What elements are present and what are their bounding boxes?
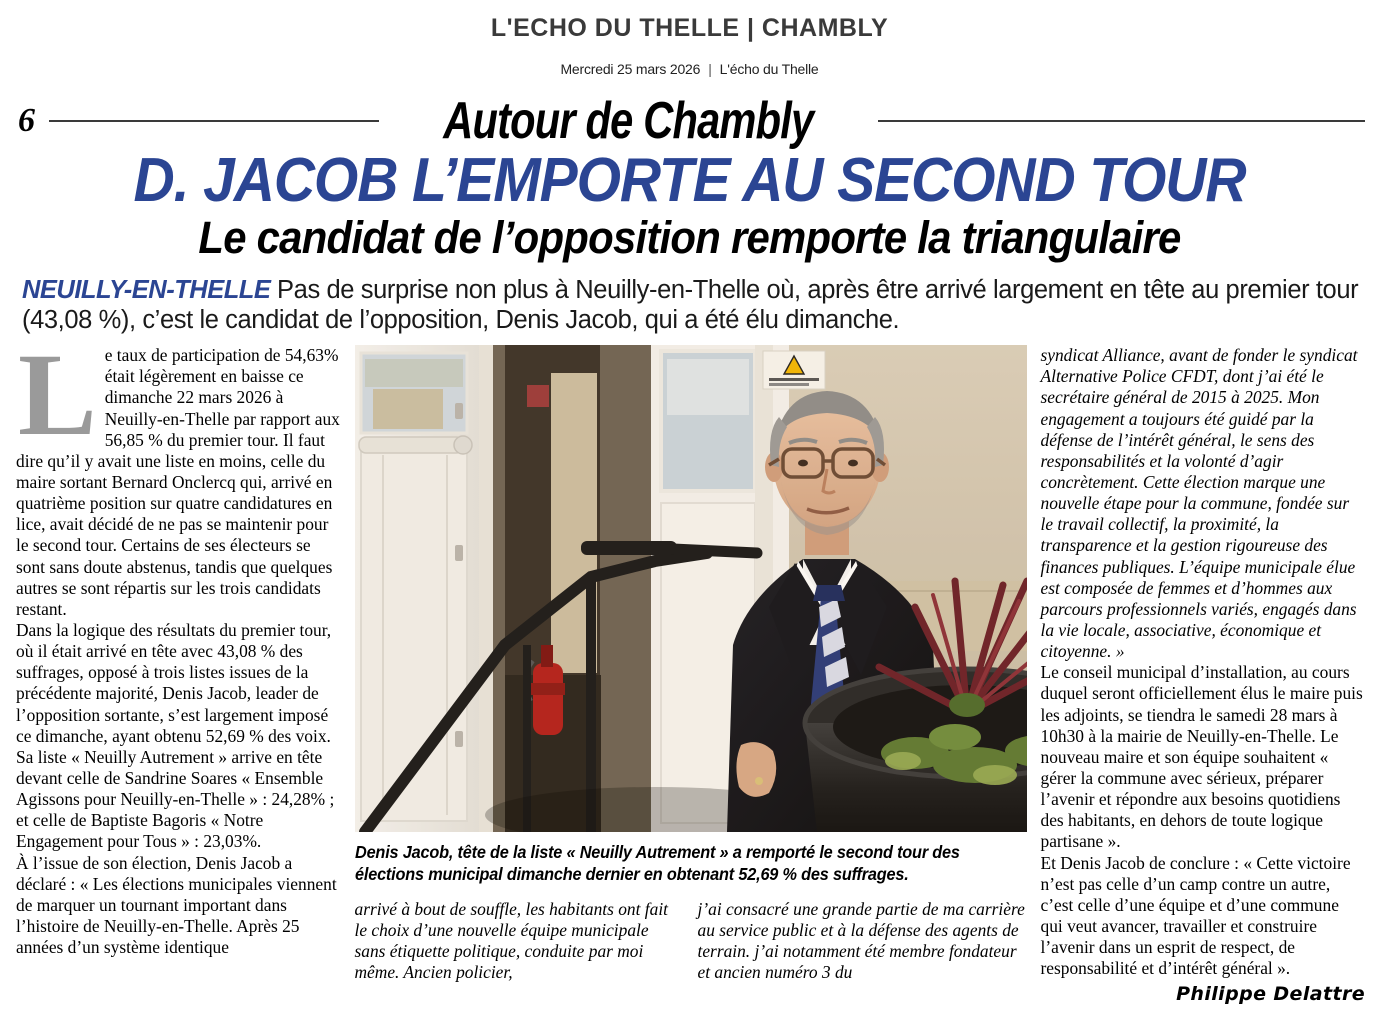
page-number: 6 [18,102,35,139]
column-center-left [355,899,684,984]
paragraph-lead: Et Denis Jacob de conclure : [1040,852,1244,873]
headline-block [0,146,1379,263]
article-photo [355,345,1027,832]
issue-date: Mercredi 25 mars 2026 [560,61,701,77]
center-columns [355,899,1027,984]
masthead-title: L'ECHO DU THELLE | CHAMBLY [490,14,889,42]
standfirst-text: Pas de surprise non plus à Neuilly-en-Thelle où, après être arrivé largement en tête au premier tour (43,08 %), c’est le candidat de l’opposition, Denis Jacob, qui a été élu dimanche. [22,276,1359,335]
section-rule-left [49,120,379,122]
paragraph: Dans la logique des résultats du premier tour, où il était arrivé en tête avec 43,08 % des suffrages, opposé à trois listes issues de la précédente majorité, Denis Jacob, leader de l’opposition sortante, s’est largement imposé ce dimanche, ayant obtenu 52,69 % des voix. Sa liste « Neuilly Autrement » arrive en tête devant celle de Sandrine Soares « Ensemble Agissons pour Neuilly-en-Thelle » : 24,28% ; et celle de Baptiste Bagoris « Notre Engagement pour Tous » : 23,03%. [16,619,335,852]
center-zone [355,345,1027,983]
paragraph [1041,853,1366,980]
quote-text: « Les élections municipales viennent de marquer un tournant important dans l’histoire de Neuilly-en-Thelle. Après 25 années d’un système identique [16,873,337,958]
masthead-subline [0,61,1379,77]
column-right [1041,345,1366,1006]
column-center-right [698,899,1027,984]
article-subhead: Le candidat de l’opposition remporte la triangulaire [198,211,1181,263]
dateline-location: NEUILLY-EN-THELLE [22,276,271,304]
paragraph-lead: À l’issue de son élection, Denis Jacob a déclaré : [16,852,293,894]
author-byline: Philippe Delattre [1176,983,1365,1006]
section-title: Autour de Chambly [443,92,814,150]
masthead-separator: | [708,61,712,77]
quote-text: « Cette victoire n’est pas celle d’un camp contre un autre, c’est celle d’une équipe et d’une commune qui veut avancer, travailler et construire l’avenir dans un esprit de respect, de responsabilité et d’intérêt général ». [1040,852,1351,979]
paragraph [16,853,341,959]
masthead [0,0,1379,77]
paragraph: syndicat Alliance, avant de fonder le syndicat Alternative Police CFDT, dont j’ai été le secrétaire général de 2015 à 2025. Mon engagement a toujours été guidé par la défense de l’intérêt général, le sens des responsabilités et la volonté d’agir concrètement. Cette élection marque une nouvelle étape pour la commune, fondée sur le travail collectif, la proximité, la transparence et la gestion rigoureuse des finances publiques. L’équipe municipale élue est composée de femmes et d’hommes aux parcours professionnels variés, engagés dans la vie locale, associative, économique et citoyenne. » [1040,345,1358,662]
drop-cap: L [18,329,95,461]
paragraph: Le conseil municipal d’installation, au cours duquel seront officiellement élus le maire puis les adjoints, se tiendra le samedi 28 mars à 10h30 à la mairie de Neuilly-en-Thelle. Le nouveau maire et son équipe souhaitent « gérer la commune avec sérieux, préparer l’avenir et répondre aux besoins quotidiens des habitants, en dehors de toute logique partisane ». [1040,662,1363,852]
article-standfirst [0,261,1379,335]
column-left [16,329,341,958]
paragraph: j’ai consacré une grande partie de ma carrière au service public et à la défense des agents de terrain. j’ai notamment été membre fondateur et ancien numéro 3 du [697,898,1025,983]
photo-caption: Denis Jacob, tête de la liste « Neuilly Autrement » a remporté le second tour des élections municipal dimanche dernier en obtenant 52,69 % des suffrages. [354,842,960,884]
paragraph: arrivé à bout de souffle, les habitants ont fait le choix d’une nouvelle équipe municipale sans étiquette politique, conduite par moi même. Ancien policier, [354,898,668,983]
article-body [0,329,1379,1006]
section-rule-right [878,120,1365,122]
section-bar [0,93,1379,149]
photo-illustration [355,345,1027,832]
paragraph: e taux de participation de 54,63% était légèrement en baisse ce dimanche 22 mars 2026 à Neuilly-en-Thelle par rapport aux 56,85 % du premier tour. Il faut dire qu’il y avait une liste en moins, celle du maire sortant Bernard Onclercq qui, arrivé en quatrième position sur quatre candidatures en lice, avait décidé de ne pas se maintenir pour le second tour. Certains de ses électeurs se sont sans doute abstenus, tandis que quelques autres se sont répartis sur les trois candidats restant. [16,345,340,619]
publication-name: L'écho du Thelle [719,61,819,77]
article-headline: D. JACOB L’EMPORTE AU SECOND TOUR [133,146,1246,215]
